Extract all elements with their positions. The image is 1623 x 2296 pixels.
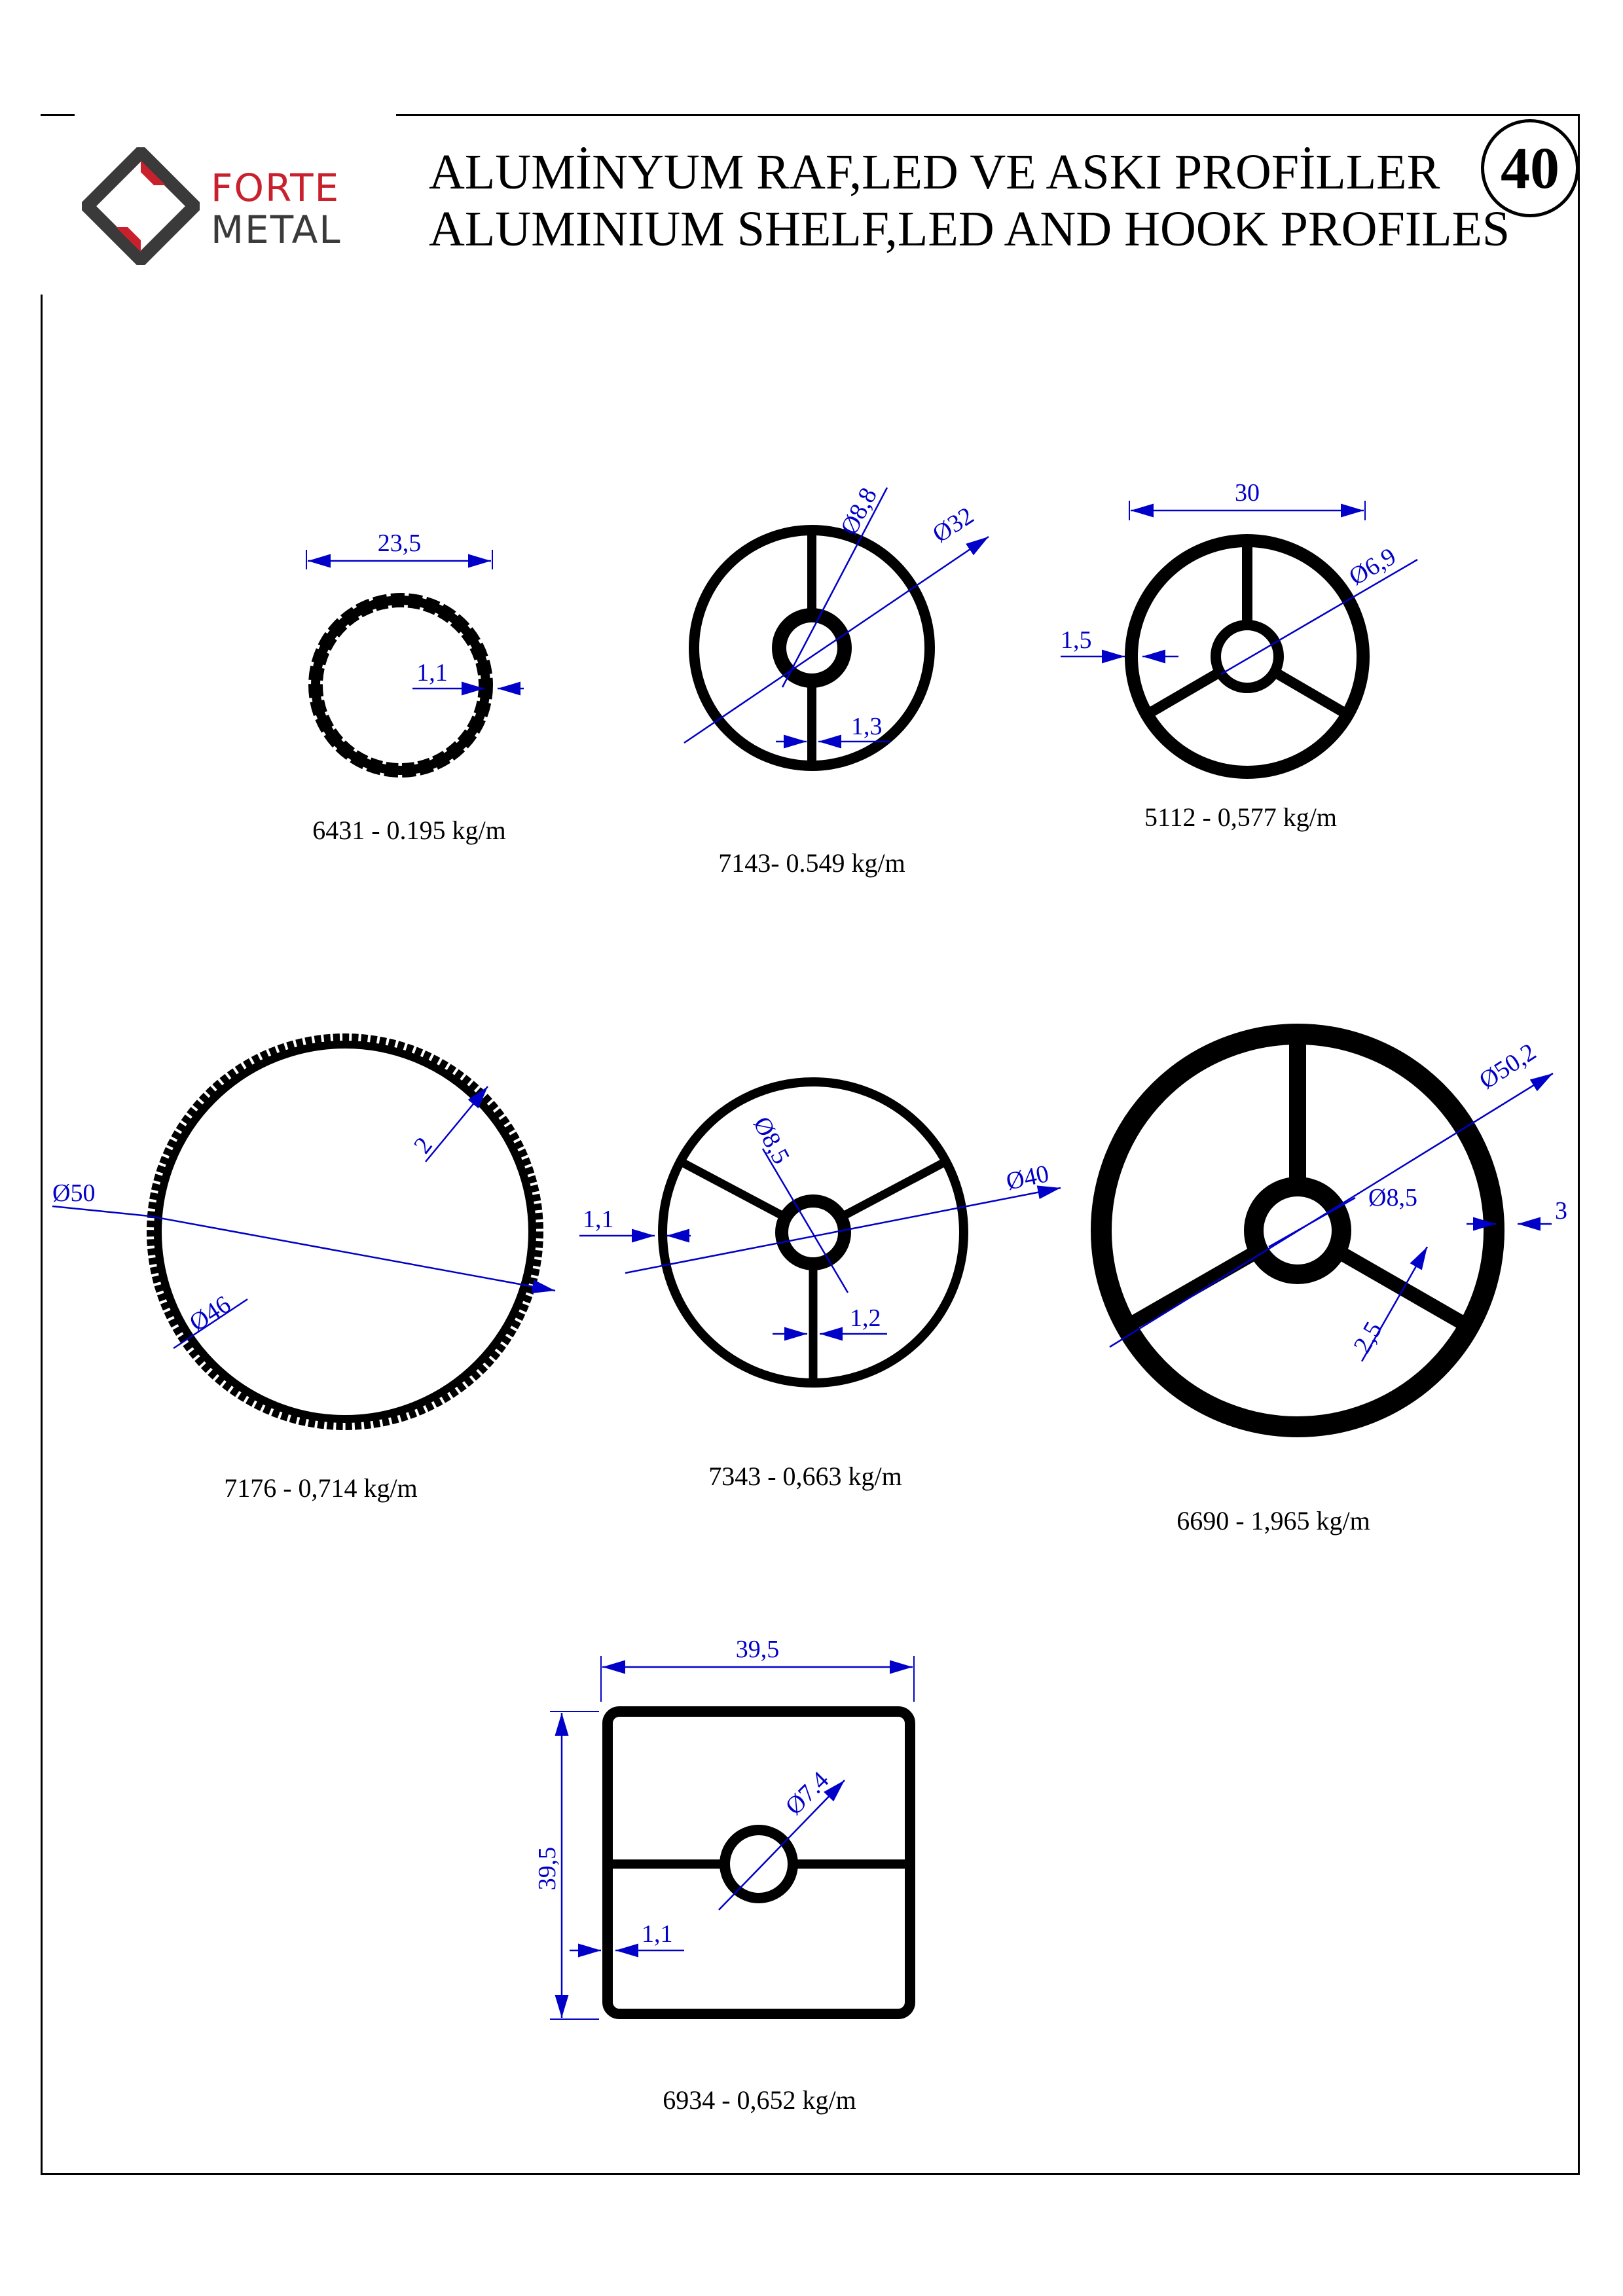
- caption-6431: 6431 - 0.195 kg/m: [312, 816, 506, 845]
- dim-6431-wall: 1,1: [416, 659, 448, 687]
- dim-6934-wall: 1,1: [642, 1920, 673, 1948]
- title-turkish: ALUMİNYUM RAF,LED VE ASKI PROFİLLER: [429, 145, 1440, 200]
- dim-5112-wall: 1,5: [1061, 626, 1092, 654]
- dim-7343-core: Ø8,5: [748, 1112, 795, 1169]
- dim-6934-width: 39,5: [735, 1636, 780, 1663]
- profile-6431-drawing: [316, 600, 486, 770]
- logo-word-metal: METAL: [211, 207, 342, 252]
- profile-6934-dims: [534, 1636, 914, 2019]
- profile-7143-drawing: [694, 530, 930, 766]
- profile-7143-dims: [684, 483, 989, 743]
- profile-7343-dims: [579, 1113, 1061, 1334]
- title-english: ALUMINIUM SHELF,LED AND HOOK PROFILES: [429, 202, 1510, 257]
- caption-7143: 7143- 0.549 kg/m: [718, 848, 905, 878]
- dim-6690-wall: 3: [1555, 1197, 1567, 1225]
- dim-7343-wall: 1,1: [583, 1206, 614, 1233]
- caption-6934: 6934 - 0,652 kg/m: [663, 2085, 856, 2115]
- dim-7176-inner: Ø46: [185, 1290, 236, 1337]
- profile-6934-drawing: [608, 1712, 910, 2014]
- dim-7343-spoke: 1,2: [850, 1304, 881, 1332]
- dim-7143-outer: Ø32: [928, 501, 979, 548]
- caption-7176: 7176 - 0,714 kg/m: [224, 1473, 418, 1503]
- dim-6934-core: Ø7.4: [780, 1766, 835, 1821]
- page-number: 40: [1501, 135, 1559, 201]
- dim-6690-spoke: 2,5: [1348, 1317, 1388, 1358]
- dim-5112-width: 30: [1235, 479, 1260, 507]
- caption-5112: 5112 - 0,577 kg/m: [1144, 802, 1338, 832]
- caption-6690: 6690 - 1,965 kg/m: [1176, 1506, 1370, 1535]
- caption-7343: 7343 - 0,663 kg/m: [708, 1462, 902, 1491]
- dim-6934-height: 39,5: [534, 1846, 561, 1891]
- dim-7143-wall: 1,3: [851, 713, 883, 740]
- dim-6690-outer: Ø50,2: [1474, 1038, 1541, 1095]
- dim-5112-core: Ø6,9: [1344, 542, 1401, 591]
- profile-6431-dims: [306, 529, 524, 689]
- dim-7176-tooth: 2: [408, 1132, 438, 1159]
- logo-word-forte: FORTE: [211, 166, 340, 210]
- dim-7176-outer: Ø50: [52, 1179, 96, 1207]
- dim-6690-core: Ø8,5: [1368, 1184, 1417, 1211]
- profile-7176-dims: [52, 1086, 555, 1348]
- dim-6431-width: 23,5: [377, 529, 422, 557]
- dim-7343-outer: Ø40: [1004, 1160, 1051, 1196]
- dim-7143-core: Ø8,8: [835, 483, 883, 540]
